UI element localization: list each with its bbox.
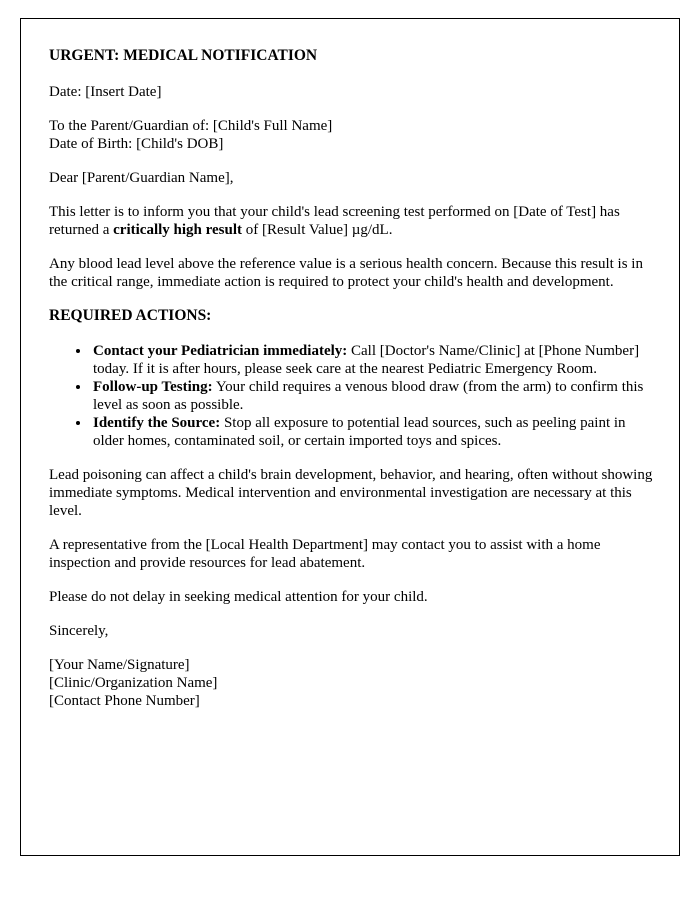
letter-container (20, 18, 680, 856)
letter-heading: URGENT: MEDICAL NOTIFICATION (49, 47, 318, 64)
action-item-bold: Follow-up Testing: (93, 379, 213, 396)
action-item-followup (91, 378, 659, 414)
effects-paragraph: Lead poisoning can affect a child's brain development, behavior, and hearing, often without showing immediate symptoms. Medical intervention and environmental investigation are necessary at this level. (49, 467, 653, 520)
action-item-text: Call [Doctor's Name/Clinic] at [Phone Number] today. If it is after hours, please seek care at the nearest Pediatric Emergency Room. (93, 343, 640, 378)
signature-block (49, 656, 659, 710)
signature-org-line: [Clinic/Organization Name] (49, 675, 218, 692)
result-paragraph-text-end: of [Result Value] µg/dL. (242, 221, 393, 238)
recipient-dob-line: Date of Birth: [Child's DOB] (49, 135, 224, 152)
recipient-block (49, 117, 659, 153)
health-dept-paragraph: A representative from the [Local Health Department] may contact you to assist with a home inspection and provide resources for lead abatement. (49, 537, 601, 572)
action-item-text: Your child requires a venous blood draw (from the arm) to confirm this level as soon as possible. (93, 379, 644, 414)
result-paragraph-text-start: This letter is to inform you that your child's lead screening test performed on [Date of Test] has returned a (49, 203, 620, 238)
signature-phone-line: [Contact Phone Number] (49, 693, 200, 710)
date-line: Date: [Insert Date] (49, 83, 162, 100)
action-item-pediatrician (91, 342, 659, 378)
result-paragraph-bold: critically high result (113, 221, 243, 238)
action-item-bold: Identify the Source: (93, 415, 221, 432)
action-item-bold: Contact your Pediatrician immediately: (93, 343, 348, 360)
actions-list (49, 342, 659, 450)
closing: Sincerely, (49, 623, 109, 640)
urgency-paragraph: Please do not delay in seeking medical attention for your child. (49, 589, 428, 606)
concern-paragraph: Any blood lead level above the reference value is a serious health concern. Because this result is in the critical range, immediate action is required to protect your child's health and development. (49, 255, 643, 290)
result-paragraph (49, 203, 659, 239)
actions-heading: REQUIRED ACTIONS: (49, 306, 212, 324)
action-item-text: Stop all exposure to potential lead sources, such as peeling paint in older homes, contaminated soil, or certain imported toys and spices. (93, 415, 626, 450)
recipient-name-line: To the Parent/Guardian of: [Child's Full Name] (49, 117, 333, 134)
salutation: Dear [Parent/Guardian Name], (49, 169, 234, 186)
signature-name-line: [Your Name/Signature] (49, 657, 190, 674)
action-item-source (91, 414, 659, 450)
letter-body (49, 47, 659, 710)
